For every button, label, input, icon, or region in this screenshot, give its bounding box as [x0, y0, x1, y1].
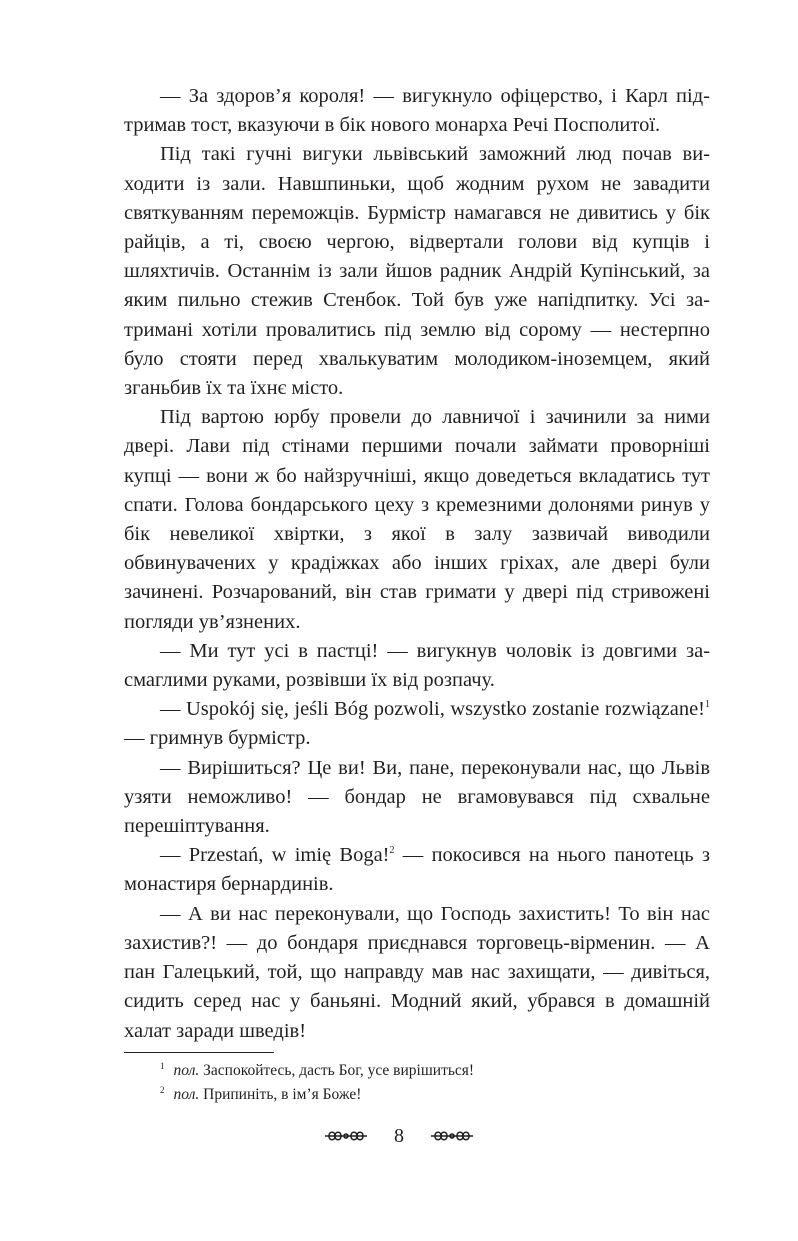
page-footer — [0, 1121, 798, 1150]
page-number: 8 — [394, 1125, 404, 1148]
footnote-language-abbr: пол. — [173, 1062, 200, 1079]
scroll-ornament-icon — [323, 1128, 369, 1144]
paragraph-with-footnote — [124, 841, 710, 899]
footnote-separator — [124, 1052, 274, 1053]
footnote-mark: 2 — [160, 1085, 165, 1095]
scroll-ornament-icon — [429, 1128, 475, 1144]
paragraph: Під вартою юрбу провели до лавничої і зачинили за ними двері. Лави під стінами першими почали займати проворніші купці — вони ж бо найзручніші, якщо доведеться вкладатись тут спати. Голова бондарського цеху з кремезними долонями ринув у бік невеликої хвіртки, з якої в залу зазвичай виводили обвинувачених у крадіжках або інших гріхах, але двері були зачинені. Розчарований, він став гримати у двері під стривожені погляди ув’язнених. — [124, 406, 710, 633]
paragraph: — Вирішиться? Це ви! Ви, пане, переконували нас, що Львів узяти неможливо! — бондар не вгамовувався під схвальне перешіптування. — [124, 756, 710, 838]
footnotes — [160, 1059, 710, 1107]
paragraph: — Ми тут усі в пастці! — вигукнув чоловік із довгими засмаглими руками, розвівши їх від розпачу. — [124, 639, 710, 692]
paragraph-text: — Przestań, w imię Boga! — [160, 844, 390, 867]
footnote-reference[interactable]: 2 — [389, 845, 395, 857]
paragraph: Під такі гучні вигуки львівський заможний люд почав виходити із зали. Навшпиньки, щоб жодним рухом не завадити святкуванням переможців. Бурмістр намагався не дивитись у бік райців, а ті, своєю чергою, відвертали голови від купців і шляхтичів. Останнім із зали йшов радник Андрій Купінський, за яким пильно стежив Стенбок. Той був уже напідпитку. Усі затримані хотіли провалитись під землю від сорому — нестерпно було стояти перед хвалькуватим молодиком-іноземцем, який зганьбив їх та їхнє місто. — [124, 143, 710, 400]
footnote-text: Припиніть, в ім’я Боже! — [199, 1086, 362, 1103]
paragraph-text: — Uspokój się, jeśli Bóg pozwoli, wszystko zostanie rozwiązane! — [160, 698, 705, 721]
footnote-reference[interactable]: 1 — [705, 699, 710, 711]
footnote-mark: 1 — [160, 1061, 165, 1071]
footnote-text: Заспокойтесь, дасть Бог, усе вирішиться! — [199, 1062, 475, 1079]
footnote-language-abbr: пол. — [173, 1086, 200, 1103]
footnote — [160, 1059, 710, 1083]
footnote — [160, 1083, 710, 1107]
paragraph: — За здоров’я короля! — вигукнуло офіцерство, і Карл підтримав тост, вказуючи в бік нового монарха Речі Посполитої. — [124, 85, 710, 137]
paragraph-with-footnote — [124, 695, 710, 753]
paragraph-text: — покосився на нього панотець з монастиря бернардинів. — [124, 844, 710, 896]
paragraph: — А ви нас переконували, що Господь захистить! То він нас захистив?! — до бондаря приєднався торговець-вірменин. — А пан Галецький, той, що направду мав нас захищати, — дивіться, сидить серед нас у баньяні. Модний який, убрався в домашній халат заради шведів! — [124, 902, 710, 1042]
paragraph-text: — гримнув бурмістр. — [124, 727, 311, 750]
page-body — [124, 82, 710, 1046]
